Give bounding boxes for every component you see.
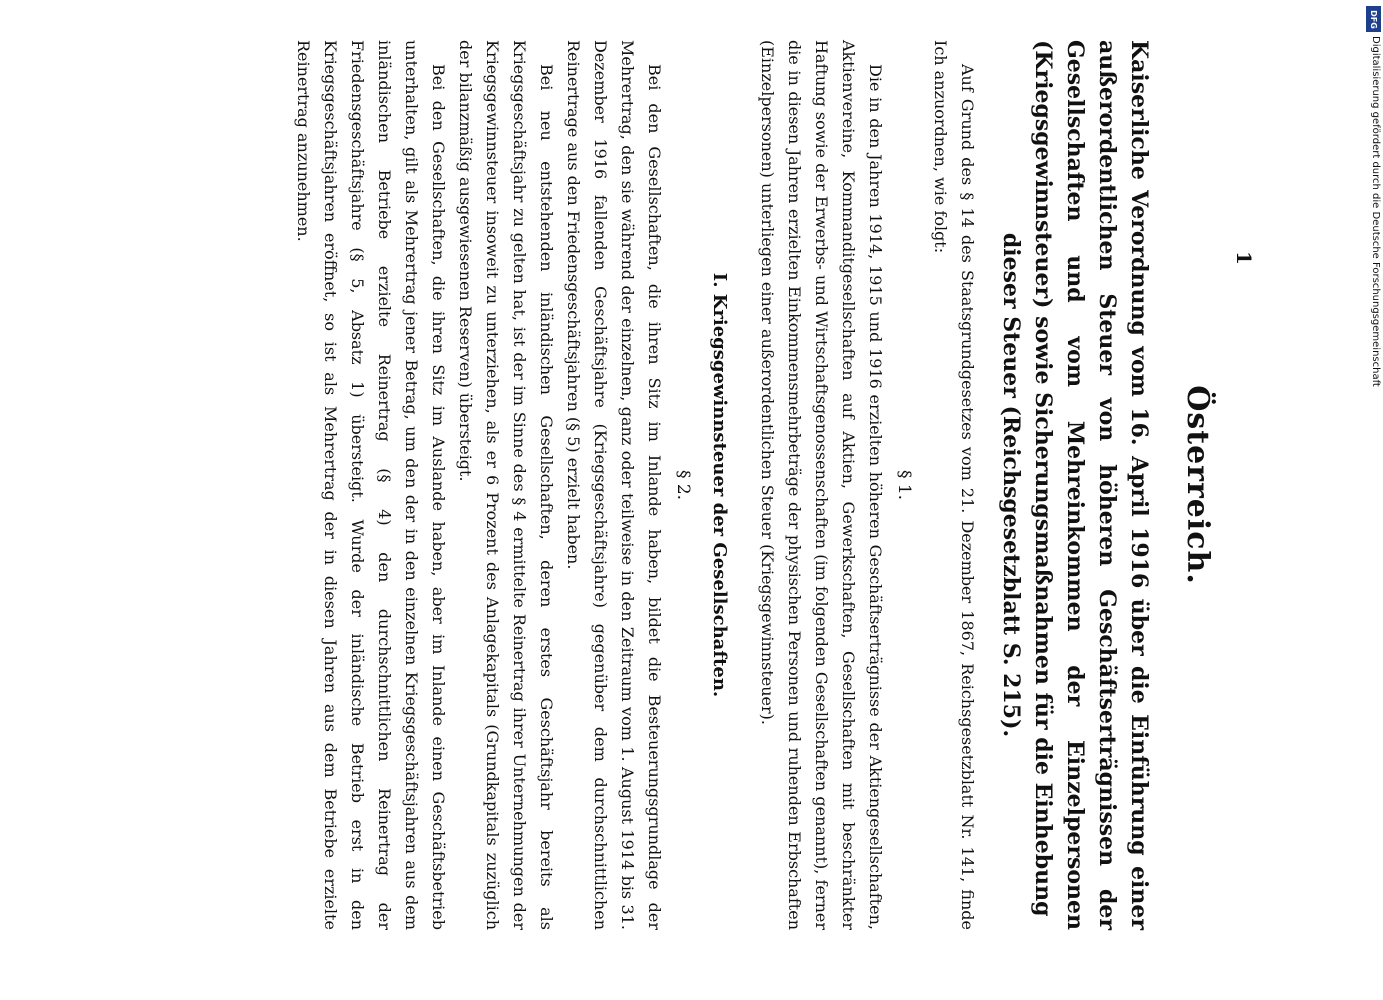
paragraph-1-mark: § 1. [894,469,914,501]
decree-title-line: der Gesellschaften und vom Mehreinkommen der Einzelpersonen [1062,40,1120,930]
decree-title-line: (Kriegsgewinnsteuer) sowie Sicherungsmaßnahmen für die Einhebung [1030,40,1056,917]
credit-text: Digitalisierung gefördert durch die Deutsche Forschungsgemeinschaft [1370,36,1381,387]
dfg-logo-icon [1366,6,1381,32]
paragraph-2-text-1: Bei den Gesellschaften, die ihren Sitz im Inlande haben, bildet die Besteuerungsgrundlage der Mehrertrag, den sie während der einzelnen, ganz oder teilweise in den Zeitraum vom 1. August 1914 bis 31. Dezember 1916 fallenden Geschäftsjahre (Kriegsgeschäftsjahre) gegenüber dem durchschnittlichen Reinertrage aus den Friedensgeschäftsjahren (§ 5) erzielt haben. [564,40,664,930]
decree-title-line: einer außerordentlichen Steuer von höheren Geschäftserträgnissen [1094,40,1152,930]
country-title: Österreich. [1180,385,1215,585]
section-heading: I. Kriegsgewinnsteuer der Gesellschaften. [709,272,730,698]
scanned-page [255,0,1245,970]
paragraph-2-text-2: Bei neu entstehenden inländischen Gesellschaften, deren erstes Geschäftsjahr bereits als Kriegsgeschäftsjahr zu gelten hat, ist der im Sinne des § 4 ermittelte Reinertrag ihrer Unternehmungen der Kriegsgewinnsteuer insoweit zu unterziehen, als er 6 Prozent des Anlagekapitals (Grundkapitals zuzüglich der bilanzmäßig ausgewiesenen Reserven) übersteigt. [456,40,556,930]
decree-title-line: dieser Steuer (Reichsgesetzblatt S. 215). [998,232,1024,738]
digitization-credit [1366,6,1382,398]
paragraph-2-mark: § 2. [673,469,693,501]
preamble: Auf Grund des § 14 des Staatsgrundgesetzes vom 21. Dezember 1867, Reichsgesetzblatt Nr. 141, finde Ich anzuordnen, wie folgt: [931,40,977,930]
paragraph-2-text-3: Bei den Gesellschaften, die ihren Sitz im Auslande haben, aber im Inlande einen Geschäftsbetrieb unterhalten, gilt als Mehrertrag jener Betrag, um den der in den einzelnen Kriegsgeschäftsjahren aus dem inländischen Betriebe erzielte Reinertrag (§ 4) den durchschnittlichen Reinertrag der Friedensgeschäftsjahre (§ 5, Absatz 1) übersteigt. Wurde der inländische Betrieb erst in den Kriegsgeschäftsjahren eröffnet, so ist als Mehrertrag der in diesen Jahren aus dem Betriebe erzielte Reinertrag anzunehmen. [294,40,448,930]
decree-title-line: Kaiserliche Verordnung vom 16. April 1916 über die Einführung [1126,40,1152,867]
dfg-logo-label: DFG [1369,9,1379,29]
paragraph-1-text: Die in den Jahren 1914, 1915 und 1916 erzielten höheren Geschäftserträgnisse der Aktiengesellschaften, Aktienvereine, Kommanditgesellschaften auf Aktien, Gewerkschaften, Gesellschaften mit beschränkter Haftung sowie der Erwerbs- und Wirtschaftsgenossenschaften (im folgenden Gesellschaften genannt), ferner die in diesen Jahren erzielten Einkommensmehrbeträge der physischen Personen und ruhenden Erbschaften (Einzelpersonen) unterliegen einer außerordentlichen Steuer (Kriegsgewinnsteuer). [758,40,885,930]
page-number: 1 [1232,251,1256,265]
page-content [255,0,1245,970]
decree-title [995,40,1155,930]
